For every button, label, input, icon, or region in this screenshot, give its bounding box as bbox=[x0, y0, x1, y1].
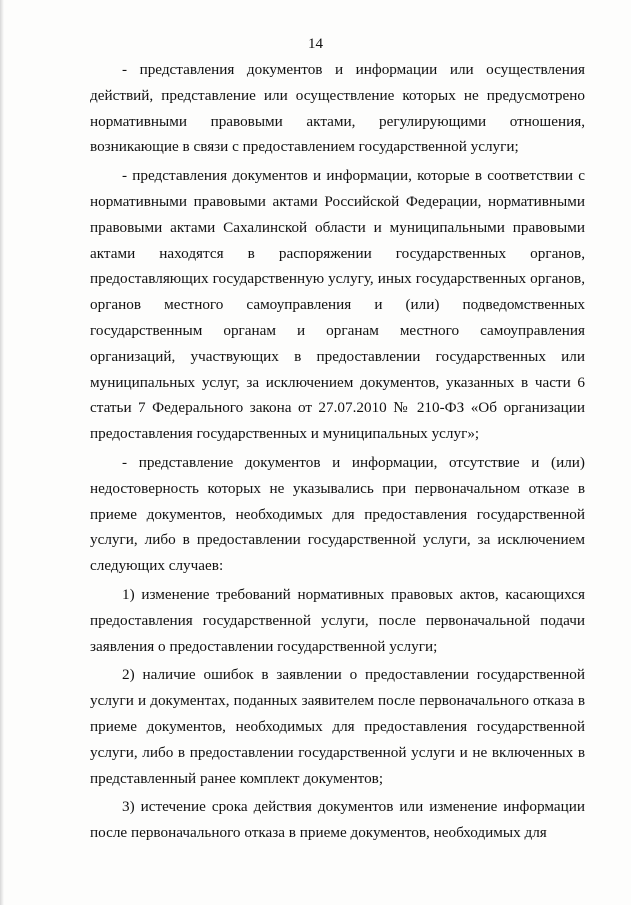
paragraph-2: - представления документов и информации, которые в соответствии с нормативными правовыми актами Российской Федерации, нормативными правовыми актами Сахалинской области и муниципальными правовыми актами находятся в распоряжении государственных органов, предоставляющих государственную услугу, иных государственных органов, органов местного самоуправления и (или) подведомственных государственным органам и органам местного самоуправления организаций, участвующих в предоставлении государственных или муниципальных услуг, за исключением документов, указанных в части 6 статьи 7 Федерального закона от 27.07.2010 № 210-ФЗ «Об организации предоставления государственных и муниципальных услуг»; bbox=[90, 167, 585, 443]
paragraph-1: - представления документов и информации или осуществления действий, представление или осуществление которых не предусмотрено нормативными правовыми актами, регулирующими отношения, возникающие в связи с предоставлением государственной услуги; bbox=[90, 61, 585, 156]
document-body bbox=[90, 57, 585, 849]
paragraph-6: 3) истечение срока действия документов или изменение информации после первоначального отказа в приеме документов, необходимых для bbox=[90, 798, 585, 842]
paragraph-5: 2) наличие ошибок в заявлении о предоставлении государственной услуги и документах, поданных заявителем после первоначального отказа в приеме документов, необходимых для предоставления государственной услуги, либо в предоставлении государственной услуги и не включенных в представленный ранее комплект документов; bbox=[90, 666, 585, 787]
scan-shadow-edge bbox=[0, 0, 4, 905]
paragraph-4: 1) изменение требований нормативных правовых актов, касающихся предоставления государственной услуги, после первоначальной подачи заявления о предоставлении государственной услуги; bbox=[90, 585, 585, 655]
page-number: 14 bbox=[308, 36, 323, 52]
paragraph-3: - представление документов и информации, отсутствие и (или) недостоверность которых не указывались при первоначальном отказе в приеме документов, необходимых для предоставления государственной услуги, либо в предоставлении государственной услуги, за исключением следующих случаев: bbox=[90, 453, 585, 575]
